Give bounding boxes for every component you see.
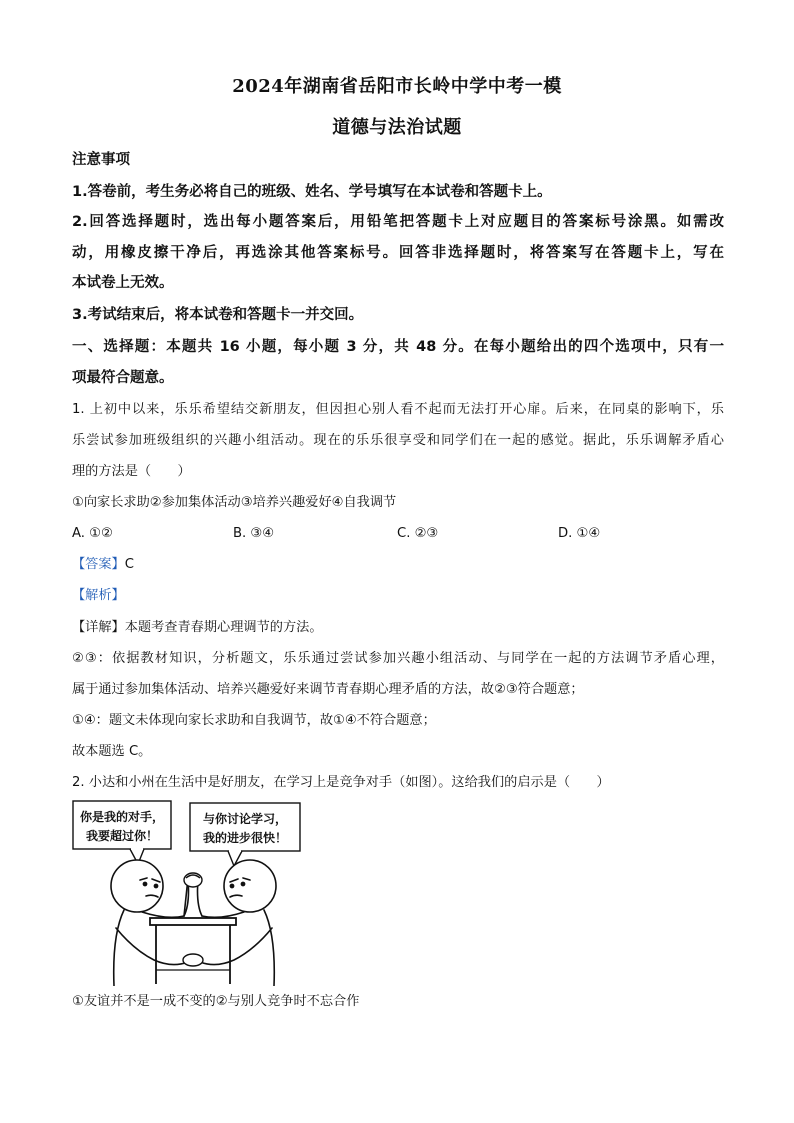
q1-option-a: A. ①②	[72, 526, 113, 541]
bubble-left-line-2: 我要超过你！	[85, 829, 159, 843]
table	[150, 918, 236, 984]
notice-item-2-line-2: 动，用橡皮擦干净后，再选涂其他答案标号。回答非选择题时，将答案写在答题卡上，写在	[72, 245, 724, 261]
notice-item-2-line-3: 本试卷上无效。	[72, 275, 174, 291]
q1-stem-line-1: 1. 上初中以来，乐乐希望结交新朋友，但因担心别人看不起而无法打开心扉。后来，在同桌的影响下，乐	[72, 402, 724, 417]
q1-option-d: D. ①④	[558, 526, 601, 541]
q1-option-c: C. ②③	[397, 526, 439, 541]
bubble-left-line-1: 你是我的对手，	[79, 810, 165, 824]
detail-tag: 【详解】	[72, 620, 125, 635]
q1-explanation-2: ①④：题文未体现向家长求助和自我调节，故①④不符合题意；	[72, 713, 436, 728]
q1-stem-line-2: 乐尝试参加班级组织的兴趣小组活动。现在的乐乐很享受和同学们在一起的感觉。据此，乐乐调解矛盾心	[72, 433, 724, 448]
q2-stem: 2. 小达和小州在生活中是好朋友，在学习上是竞争对手（如图）。这给我们的启示是（ ）	[72, 775, 610, 790]
q1-option-b: B. ③④	[233, 526, 275, 541]
q1-detail-row	[72, 618, 724, 638]
notice-item-3: 3.考试结束后，将本试卷和答题卡一并交回。	[72, 307, 364, 323]
bubble-right-line-1: 与你讨论学习，	[202, 812, 288, 826]
arm-wrestling-cartoon	[72, 800, 312, 986]
section-heading-line-2: 项最符合题意。	[72, 370, 174, 386]
q1-explanation-1-line-2: 属于通过参加集体活动、培养兴趣爱好来调节青春期心理矛盾的方法，故②③符合题意；	[72, 682, 584, 697]
q1-stem-line-3: 理的方法是（ ）	[72, 464, 191, 479]
clasped-hands	[184, 873, 202, 887]
notice-heading: 注意事项	[72, 152, 130, 168]
q1-answer-row	[72, 555, 724, 575]
section-heading-line-1: 一、选择题：本题共 16 小题，每小题 3 分，共 48 分。在每小题给出的四个选项中，只有一	[72, 339, 724, 355]
analysis-tag: 【解析】	[72, 588, 125, 603]
speech-bubble-right	[190, 803, 300, 866]
exam-subtitle: 道德与法治试题	[332, 117, 462, 138]
exam-title: 2024年湖南省岳阳市长岭中学中考一模	[232, 76, 562, 97]
bubble-right-line-2: 我的进步很快！	[202, 831, 288, 845]
notice-item-2-line-1: 2.回答选择题时，选出每小题答案后，用铅笔把答题卡上对应题目的答案标号涂黑。如需改	[72, 214, 724, 230]
answer-tag: 【答案】	[72, 557, 125, 572]
q1-conclusion: 故本题选 C。	[72, 744, 152, 759]
notice-item-1: 1.答卷前，考生务必将自己的班级、姓名、学号填写在本试卷和答题卡上。	[72, 184, 552, 200]
speech-bubble-left	[73, 801, 171, 864]
q1-items: ①向家长求助②参加集体活动③培养兴趣爱好④自我调节	[72, 495, 397, 510]
q1-analysis-row	[72, 586, 724, 606]
q2-items: ①友谊并不是一成不变的②与别人竞争时不忘合作	[72, 994, 360, 1009]
detail-text: 本题考查青春期心理调节的方法。	[124, 620, 323, 635]
q1-explanation-1-line-1: ②③：依据教材知识，分析题文，乐乐通过尝试参加兴趣小组活动、与同学在一起的方法调节矛盾心理，	[72, 651, 724, 666]
answer-value: C	[124, 557, 134, 572]
